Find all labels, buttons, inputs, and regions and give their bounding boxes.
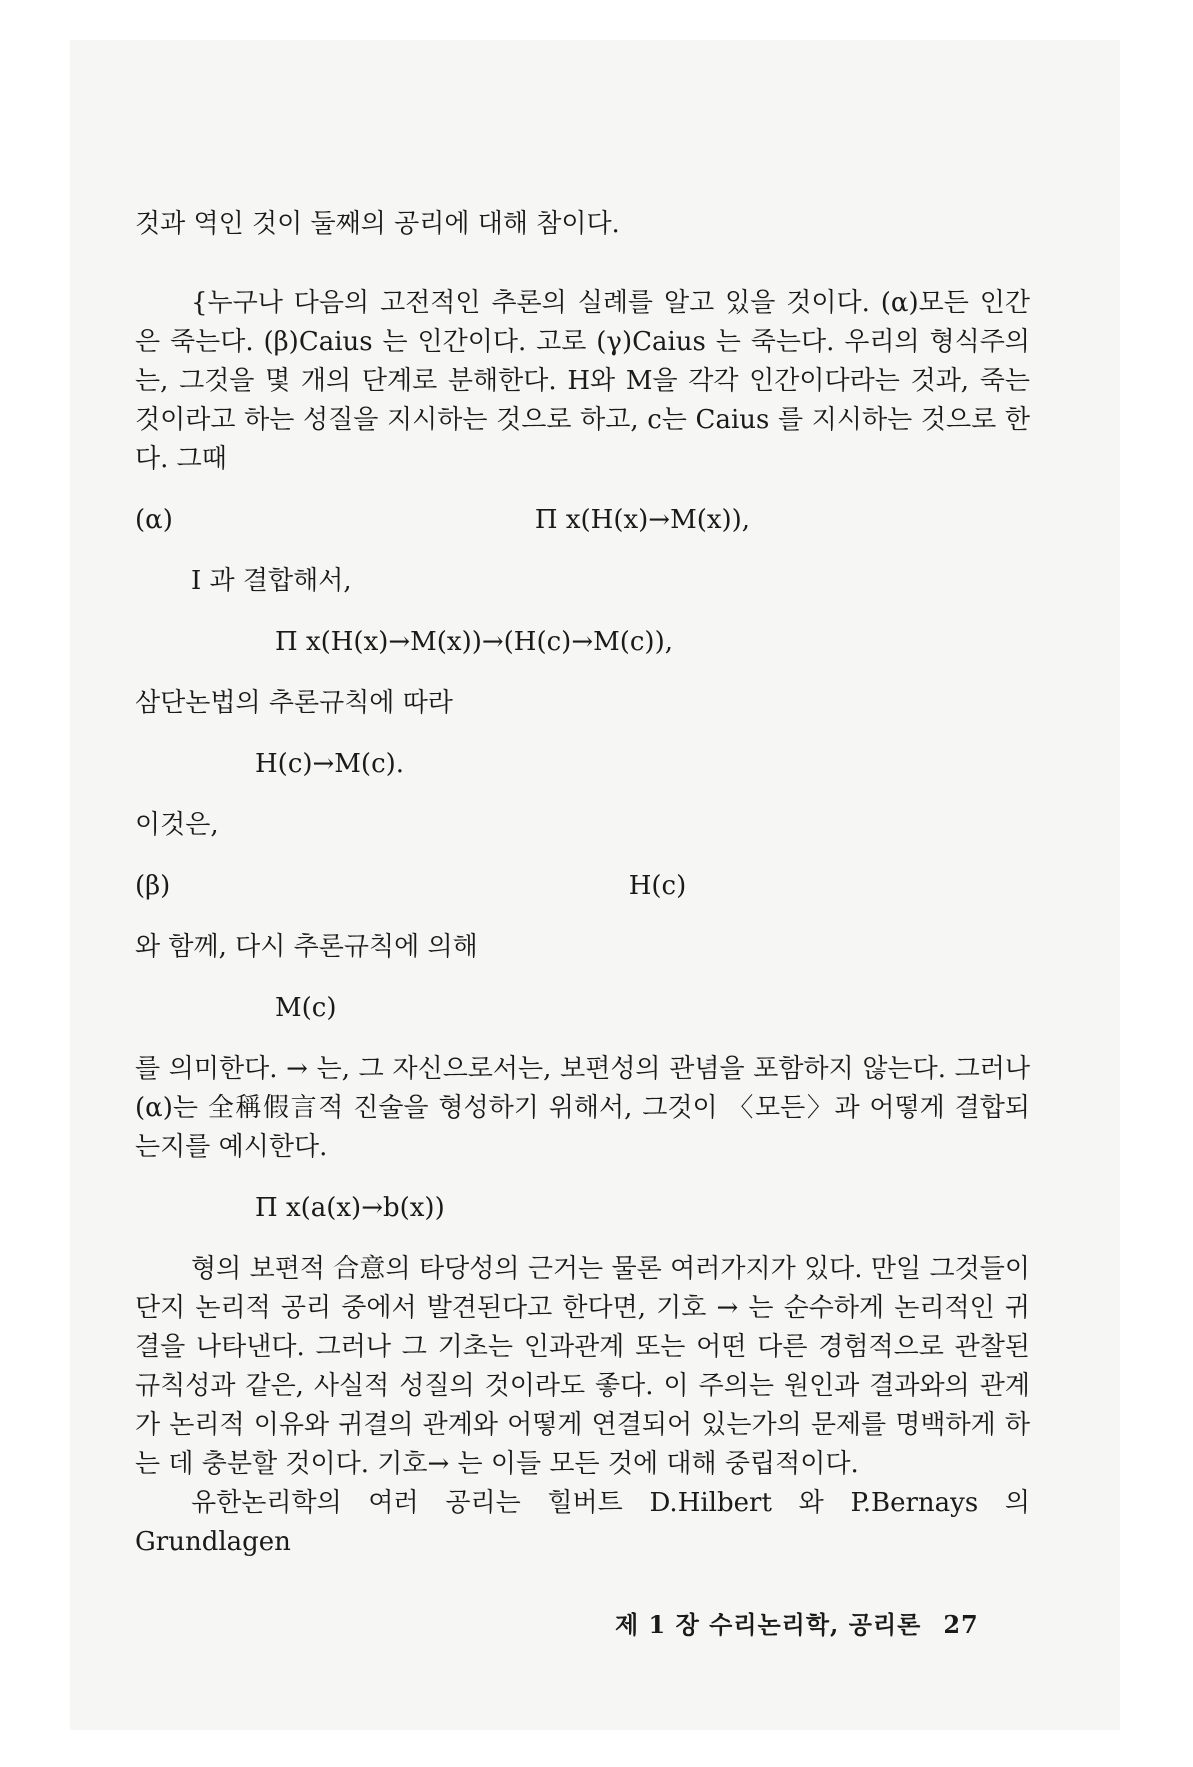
paragraph-5: 이것은, xyxy=(135,810,219,840)
formula-3: H(c)→M(c). xyxy=(255,749,405,779)
paragraph-6: 와 함께, 다시 추론규칙에 의해 xyxy=(135,932,478,962)
formula-5: Π x(a(x)→b(x)) xyxy=(255,1193,445,1223)
formula-alpha: Π x(H(x)→M(x)), xyxy=(534,505,751,535)
formula-beta: H(c) xyxy=(628,871,687,901)
page-number: 27 xyxy=(943,1610,979,1639)
paragraph-4: 삼단논법의 추론규칙에 따라 xyxy=(135,688,453,718)
paragraph-7: 를 의미한다. → 는, 그 자신으로서는, 보편성의 관념을 포함하지 않는다. 그러나 (α)는 全稱假言적 진술을 형성하기 위해서, 그것이 〈모든〉과 어떻게 결합되는지를 예시한다. xyxy=(135,1054,1030,1162)
paragraph-1: 것과 역인 것이 둘째의 공리에 대해 참이다. xyxy=(135,209,620,239)
formula-label-alpha: (α) xyxy=(135,505,173,535)
formula-beta-row xyxy=(135,867,1030,906)
page-text xyxy=(135,205,1030,1562)
formula-2: Π x(H(x)→M(x))→(H(c)→M(c)), xyxy=(275,627,673,657)
paragraph-8: 형의 보편적 合意의 타당성의 근거는 물론 여러가지가 있다. 만일 그것들이 단지 논리적 공리 중에서 발견된다고 한다면, 기호 → 는 순수하게 논리적인 귀결을 나타낸다. 그러나 그 기초는 인과관계 또는 어떤 다른 경험적으로 관찰된 규칙성과 같은, 사실적 성질의 것이라도 좋다. 이 주의는 원인과 결과와의 관계가 논리적 이유와 귀결의 관계와 어떻게 연결되어 있는가의 문제를 명백하게 하는 데 충분할 것이다. 기호→ 는 이들 모든 것에 대해 중립적이다. xyxy=(135,1254,1031,1479)
chapter-title: 제 1 장 수리논리학, 공리론 xyxy=(615,1610,922,1639)
formula-alpha-row xyxy=(135,501,1030,540)
paragraph-2: {누구나 다음의 고전적인 추론의 실례를 알고 있을 것이다. (α)모든 인간은 죽는다. (β)Caius 는 인간이다. 고로 (γ)Caius 는 죽는다. 우리의 형식주의는, 그것을 몇 개의 단계로 분해한다. H와 M을 각각 인간이다라는 것과, 죽는 것이라고 하는 성질을 지시하는 것으로 하고, c는 Caius 를 지시하는 것으로 한다. 그때 xyxy=(135,288,1030,474)
paragraph-3: I 과 결합해서, xyxy=(191,566,352,596)
page-footer xyxy=(615,1605,979,1640)
formula-label-beta: (β) xyxy=(135,871,171,901)
paragraph-9: 유한논리학의 여러 공리는 힐버트 D.Hilbert 와 P.Bernays 의 Grundlagen xyxy=(135,1488,1030,1557)
formula-4: M(c) xyxy=(275,993,337,1023)
